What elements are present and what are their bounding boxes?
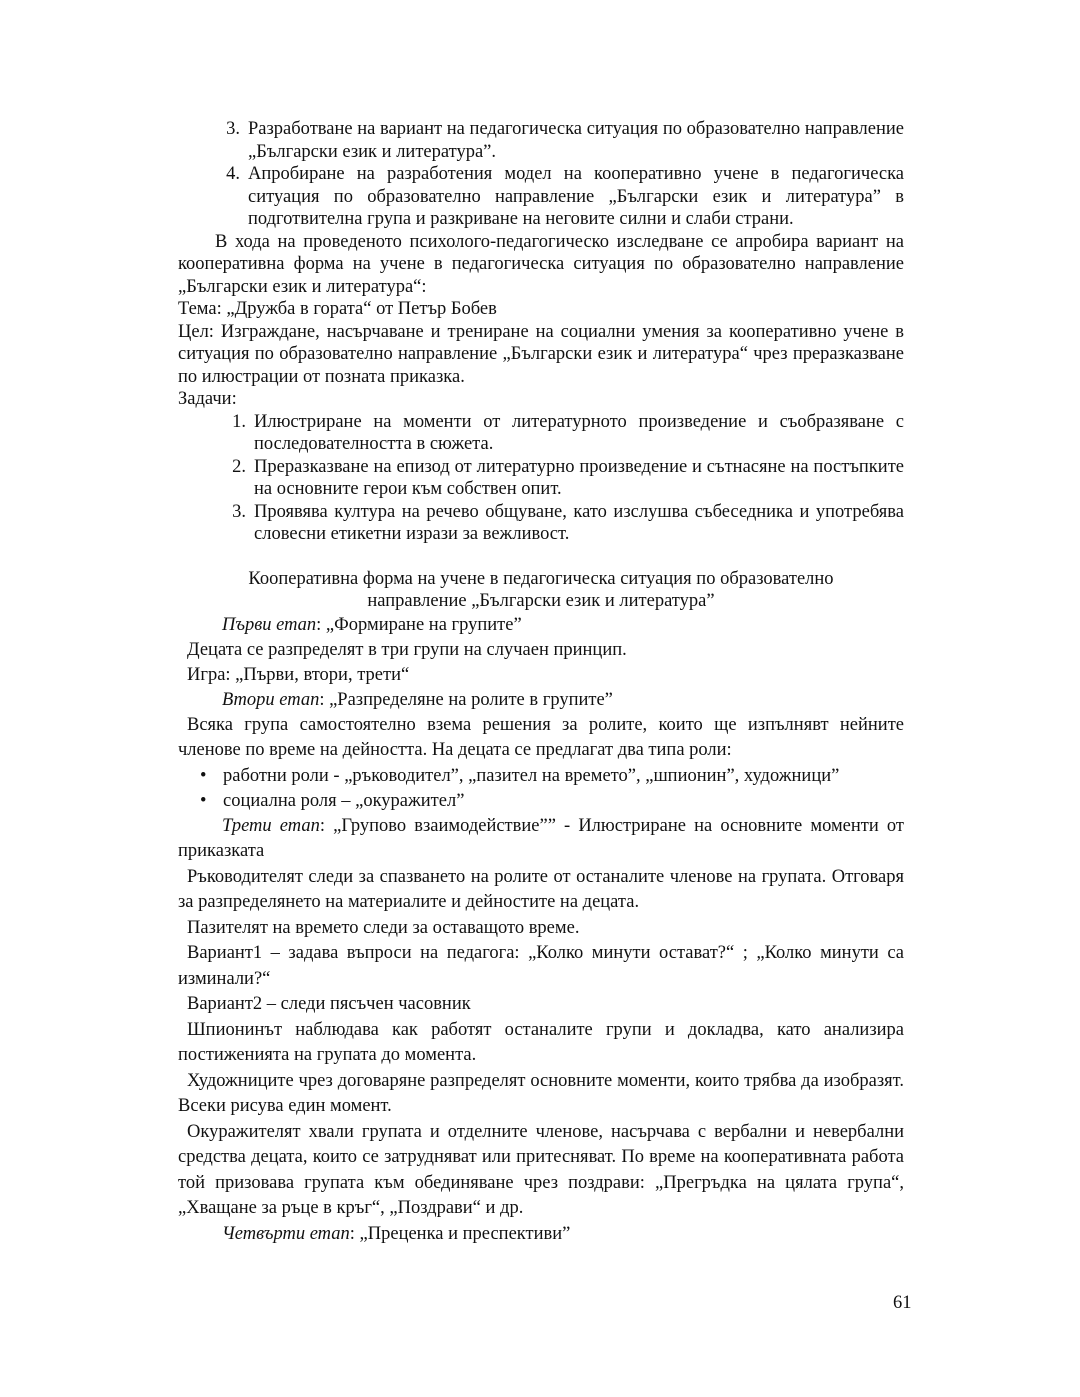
list-text: Разработване на вариант на педагогическа ситуация по образователно направление „Български език и литература”.: [248, 119, 904, 162]
document-page: [178, 118, 904, 1247]
section-title-line-1: Кооперативна форма на учене в педагогическа ситуация по образователно: [248, 568, 834, 589]
stage-2-title: : „Разпределяне на ролите в групите”: [319, 689, 613, 710]
theme-line: Тема: „Дружба в гората“ от Петър Бобев: [178, 299, 497, 319]
task-text: Преразказване на епизод от литературно произведение и сътнасяне на постъпките на основните герои към собствен опит.: [254, 456, 904, 499]
stage-2-label: Втори етап: [222, 689, 320, 710]
bullet-text: социална роля – „окуражител”: [223, 790, 465, 811]
stage-4-title: : „Преценка и преспективи”: [349, 1223, 571, 1244]
bullet-mark: •: [200, 790, 207, 811]
game-paragraph: Игра: „Първи, втори, трети“: [187, 664, 410, 685]
bullet-item: [178, 789, 904, 814]
stage-3-heading: [178, 814, 904, 865]
stage-1-label: Първи етап: [222, 614, 317, 635]
list-number: 3.: [226, 119, 240, 139]
time-keeper-paragraph: Пазителят на времето следи за оставащото време.: [187, 917, 580, 938]
task-text: Проявява култура на речево общуване, като изслушва събеседника и употребява словесни етикетни изрази за вежливост.: [254, 501, 904, 544]
task-number: 2.: [232, 456, 246, 477]
task-number: 3.: [232, 501, 246, 522]
task-number: 1.: [232, 411, 246, 432]
encourager-paragraph: Окуражителят хвали групата и отделните членове, насърчава с вербални и невербални средства децата, които се затрудняват или притесняват. По време на кооперативната работа той призовава групата към обединяване чрез поздрави: „Прегръдка на цялата група“, „Хващане за ръце в кръг“, „Поздрави“ и др.: [178, 1121, 904, 1218]
spy-paragraph: Шпионинът наблюдава как работят останалите групи и докладва, като анализира постиженията на групата до момента.: [178, 1019, 904, 1065]
task-item: [178, 501, 904, 546]
bullet-text: работни роли - „ръководител”, „пазител на времето”, „шпионин”, художници”: [223, 765, 840, 786]
stage-3-title: : „Групово взаимодействие”” - Илюстриране на основните моменти от приказката: [178, 815, 904, 861]
goal-paragraph: Цел: Изграждане, насърчаване и трениране на социални умения за кооперативно учене в ситуация по образователно направление „Български език и литература“ чрез преразказване по илюстрации от позната приказка.: [178, 321, 904, 387]
list-text: Апробиране на разработения модел на кооперативно учене в педагогическа ситуация по образователно направление „Български език и литература” в подготвителна група и разкриване на неговите силни и слаби страни.: [248, 164, 904, 229]
task-text: Илюстриране на моменти от литературното произведение и съобразяване с последователността в сюжета.: [254, 411, 904, 454]
bullet-item: [178, 764, 904, 789]
task-item: [178, 456, 904, 501]
bullet-mark: •: [200, 765, 207, 786]
stage-1-heading: [178, 613, 904, 638]
leader-paragraph: Ръководителят следи за спазването на ролите от останалите членове на групата. Отговаря за разпределянето на материалите и дейностите на децата.: [178, 866, 904, 912]
list-number: 4.: [226, 164, 240, 184]
page-number: 61: [893, 1293, 912, 1313]
groups-paragraph: Децата се разпределят в три групи на случаен принцип.: [187, 639, 627, 660]
artists-paragraph: Художниците чрез договаряне разпределят основните моменти, които трябва да изобразят. Всеки рисува един момент.: [178, 1070, 904, 1116]
section-title-line-2: направление „Български език и литература”: [367, 591, 715, 611]
stage-4-label: Четвърти етап: [222, 1223, 350, 1244]
section-title: [178, 568, 904, 613]
tasks-label: Задачи:: [178, 389, 237, 409]
roles-paragraph: Всяка група самостоятелно взема решения за ролите, които ще изпълнявт нейните членове по време на дейността. На децата се предлагат два типа роли:: [178, 714, 904, 760]
stage-3-label: Трети етап: [222, 815, 320, 836]
variant-1-paragraph: Вариант1 – задава въпроси на педагога: „Колко минути остават?“ ; „Колко минути са изминали?“: [178, 943, 904, 989]
stage-2-heading: [178, 688, 904, 713]
variant-2-paragraph: Вариант2 – следи пясъчен часовник: [187, 994, 471, 1014]
stage-4-heading: [178, 1222, 904, 1248]
list-item: [178, 163, 904, 231]
stage-1-title: : „Формиране на групите”: [316, 614, 522, 635]
intro-paragraph: В хода на проведеното психолого-педагогическо изследване се апробира вариант на кооперативна форма на учене в педагогическа ситуация по образователно направление „Български език и литература“:: [178, 231, 904, 297]
task-item: [178, 411, 904, 456]
list-item: [178, 118, 904, 163]
